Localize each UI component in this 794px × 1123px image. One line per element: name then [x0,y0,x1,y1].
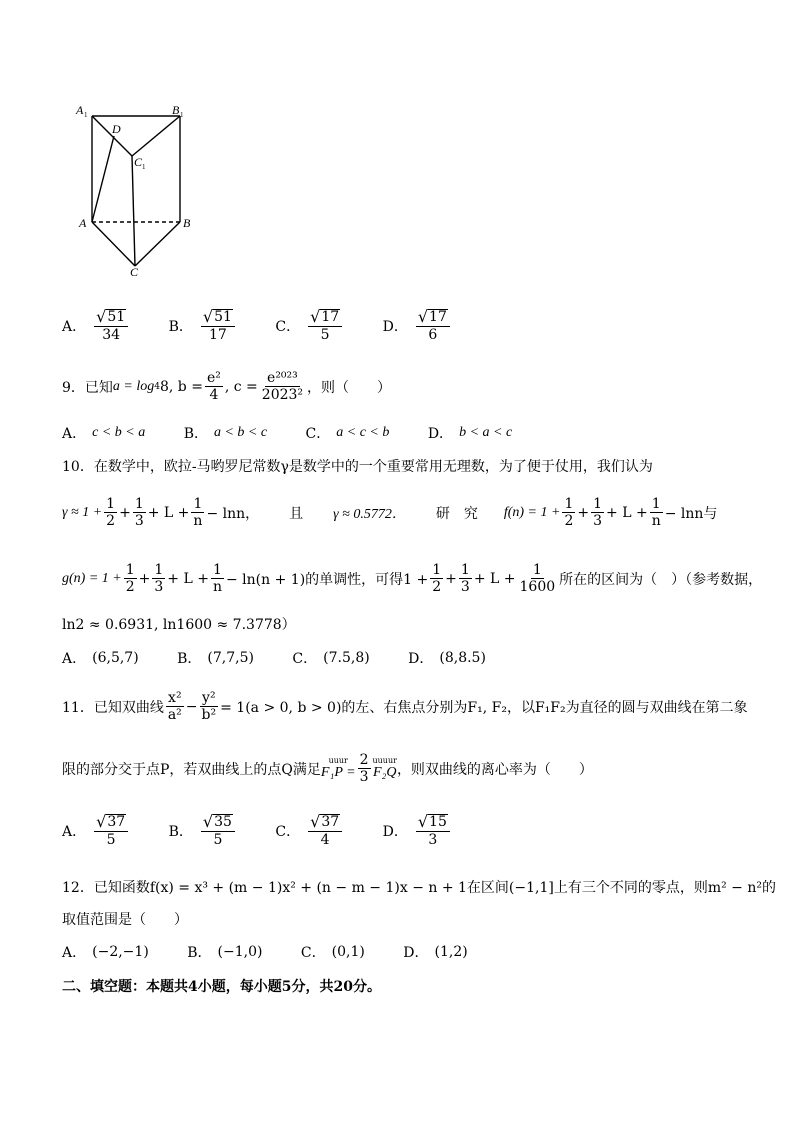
q12-line1: 12．已知函数f(x) = x³ + (m − 1)x² + (n − m − 1)x − n + 1在区间(−1,1]上有三个不同的零点，则m² − n²的 [62,880,776,896]
q8-option-a: A． √ 51 34 [62,309,130,343]
label-B1: B [172,103,180,117]
q10-line3: g(n) = 1 + $\frac{1}{2}$ + $\frac{1}{3}$ + L + $\frac{1}{n}$ − ln(n + 1)的单调性，可得1 + $\frac{1}{2}$ + $\frac{1}{3}$ + L + $\frac{1}{1600}$ 所在的区间为（ ）（参考数据， [62,562,763,595]
section-2-heading: 二、填空题：本题共4小题，每小题5分，共20分。 [62,979,381,995]
q10-line2: γ ≈ 1 + $\frac{1}{2}$ + $\frac{1}{3}$ + L + $\frac{1}{n}$ − lnn， 且 γ ≈ 0.5772． 研 究 f(n) = 1 + $\frac{1}{2}$ + $\frac{1}{3}$ + L + $\frac{1}{n}$ − lnn与 [62,496,718,529]
q12-options [62,942,502,962]
q10-line4: ln2 ≈ 0.6931, ln1600 ≈ 7.3778） [62,617,296,633]
q10-options [62,648,520,668]
q10-option-b: B． (7,7,5) [177,650,254,667]
q9-option-a: A． c < b < a [62,425,146,442]
q12-option-c: C． (0,1) [300,944,365,961]
q9-options [62,423,546,443]
q8-options [62,309,486,343]
label-C1-sub: 1 [142,163,146,171]
q12-option-a: A． (−2,−1) [62,944,149,961]
q9-option-b: B． a < b < c [183,425,268,442]
q9-stem: 9．已知 a = log 4 8, b = $\frac{\text{e²}}{4}$ , c = $\frac{\text{e²⁰²³}}{\text{2023²}}$ ，则（ ） [62,370,392,403]
q8-option-c: C． √ 17 5 [275,309,344,343]
q11-options [62,814,486,848]
q11-line1: 11．已知双曲线 $\frac{\text{x²}}{\text{a²}}$ − $\frac{\text{y²}}{\text{b²}}$ = 1(a > 0, b > 0)的左、右焦点分别为F₁, F₂，以F₁F₂为直径的圆与双曲线在第二象 [62,690,748,723]
q9-option-c: C． a < c < b [305,425,390,442]
q10-option-c: C． (7.5,8) [292,650,370,667]
q8-option-b: B． √ 51 17 [169,309,237,343]
q8-option-d: D． √ 17 6 [383,309,452,343]
q12-option-b: B． (−1,0) [187,944,263,961]
q11-option-d: D． √ 15 3 [383,814,452,848]
q12-line2: 取值范围是（ ） [62,912,188,928]
label-C: C [130,265,139,278]
q11-line2: 限的部分交于点P，若双曲线上的点Q满足 uuur F₁P = $\frac{2}{3}$ uuuur F₂Q ，则双曲线的离心率为（ ） [62,752,593,785]
label-D: D [112,122,121,136]
q10-line1: 10．在数学中，欧拉-马哟罗尼常数γ是数学中的一个重要常用无理数，为了便于仗用，我们认为 [62,459,653,475]
q10-option-d: D． (8,8.5) [408,650,486,667]
prism-figure [72,98,202,278]
label-A1-sub: 1 [84,111,88,119]
q11-option-c: C． √ 37 4 [275,814,344,848]
q11-option-b: B． √ 35 5 [169,814,237,848]
q11-option-a: A． √ 37 5 [62,814,130,848]
label-A1: A [76,103,84,117]
label-C1: C [134,155,143,169]
label-B1-sub: 1 [180,111,184,119]
q9-option-d: D． b < a < c [427,425,513,442]
q10-option-a: A． (6,5,7) [62,650,139,667]
label-A: A [79,216,87,230]
label-B: B [183,216,191,230]
q12-option-d: D． (1,2) [403,944,468,961]
